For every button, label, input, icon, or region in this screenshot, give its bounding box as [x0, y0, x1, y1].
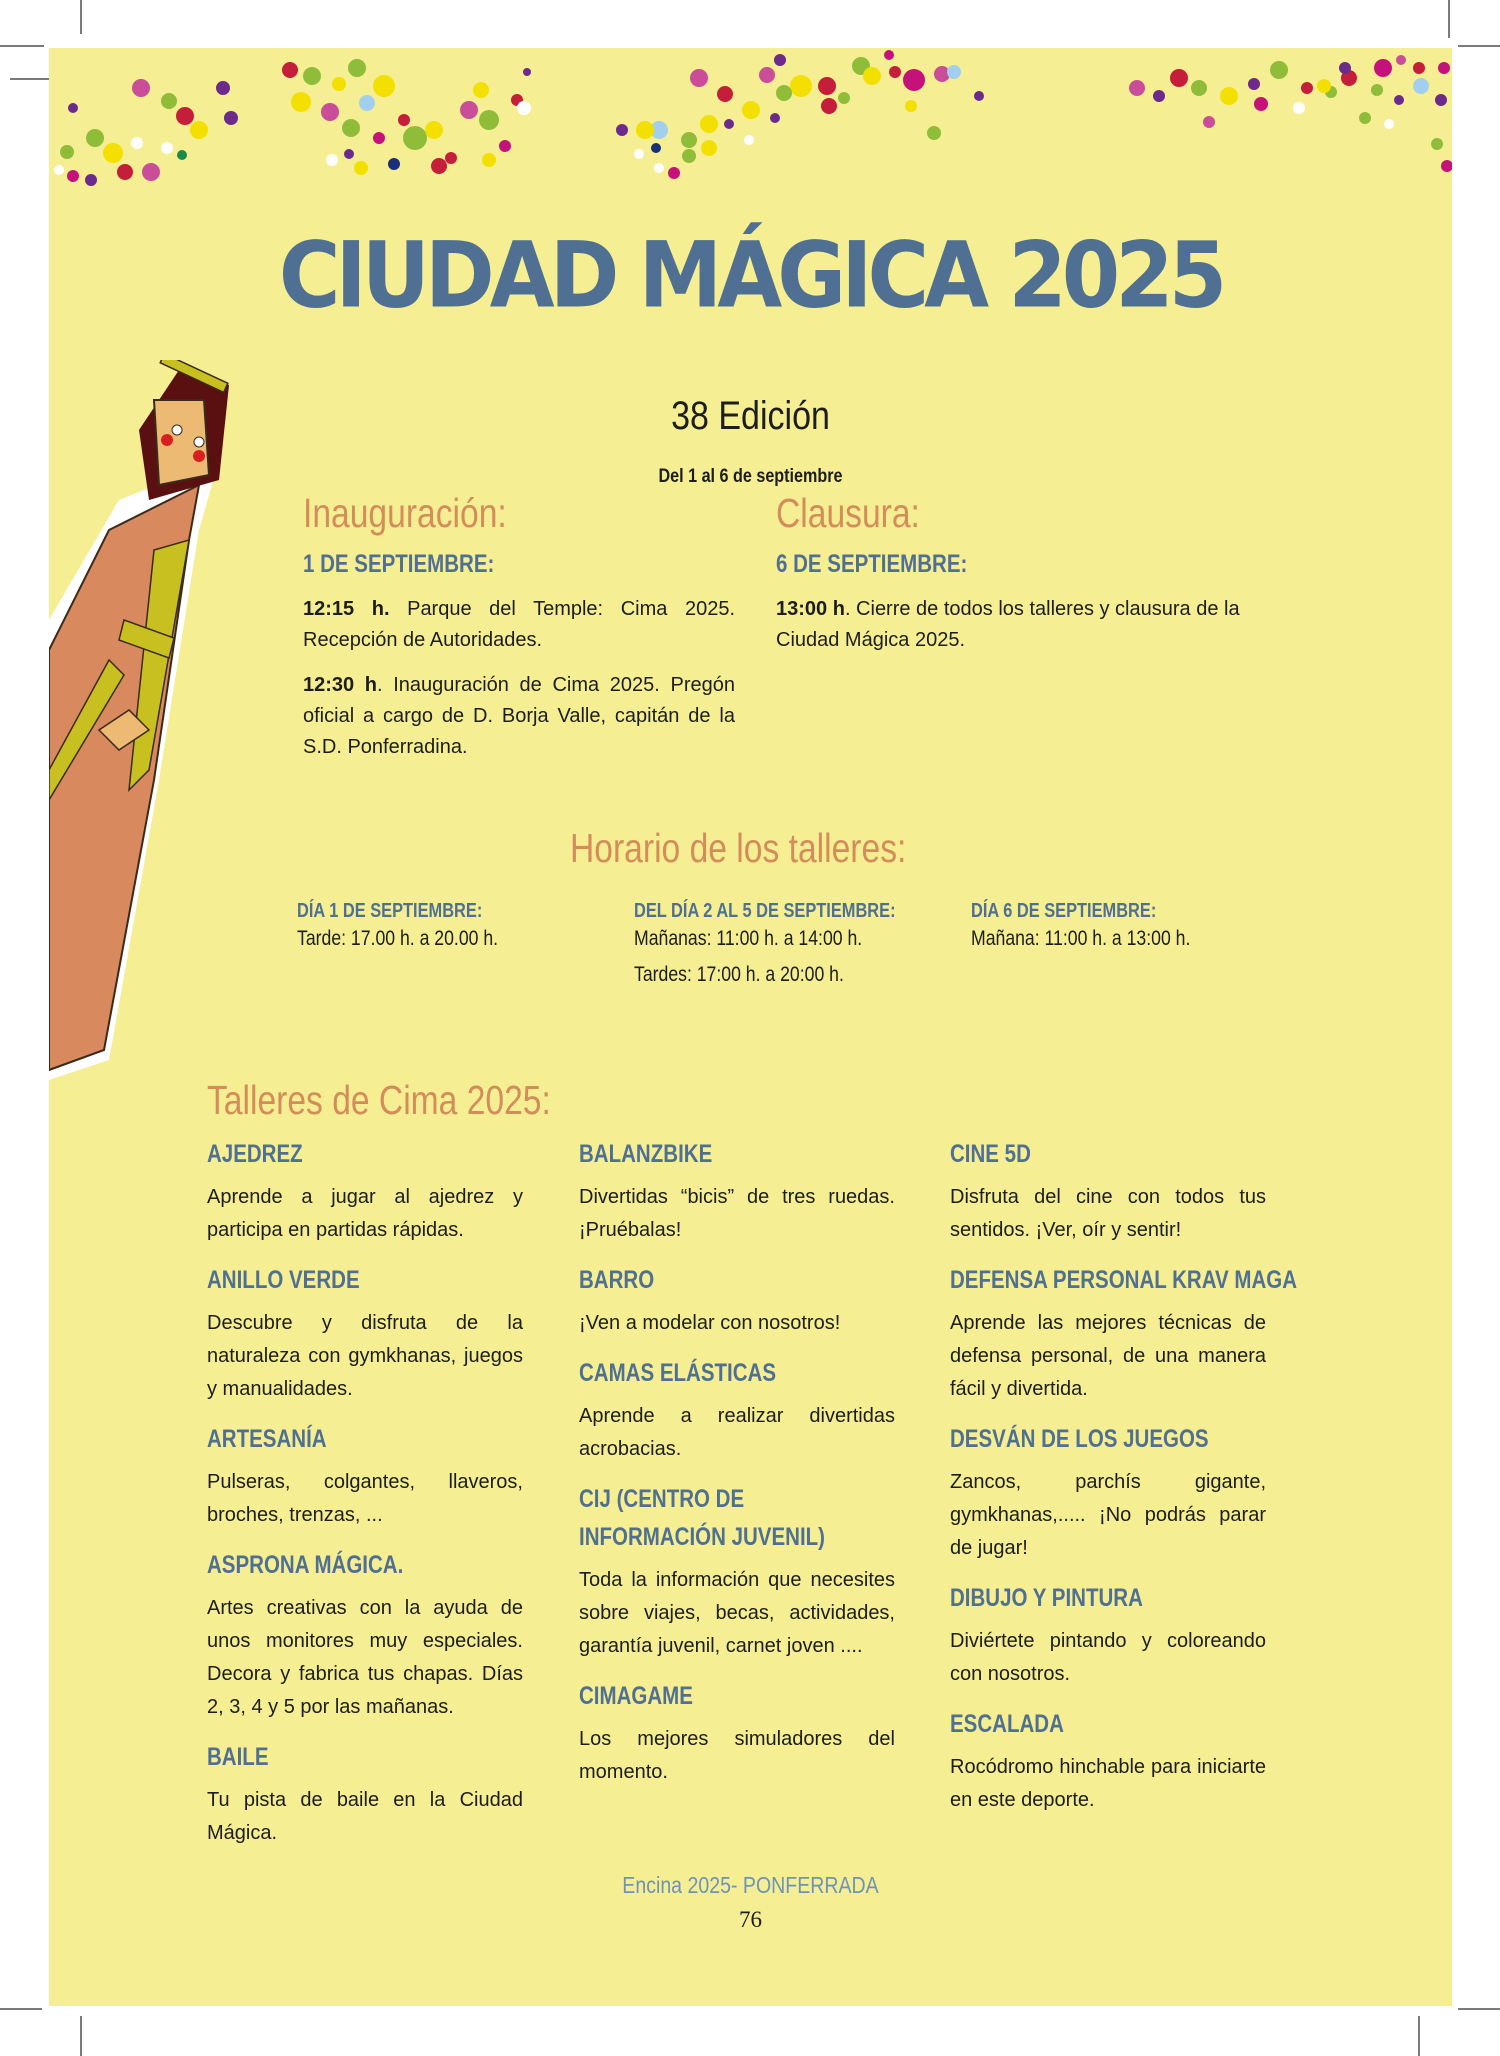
workshop-description: Zancos, parchís gigante, gymkhanas,..... ¡No podrás parar de jugar! — [950, 1471, 1266, 1559]
schedule-time: Tarde: 17.00 h. a 20.00 h. — [297, 927, 499, 950]
event-item — [303, 670, 735, 763]
page — [49, 48, 1452, 2006]
workshop-column — [579, 1121, 895, 1789]
event-item — [303, 594, 735, 656]
workshop-description: ¡Ven a modelar con nosotros! — [579, 1312, 841, 1334]
schedule-column — [634, 898, 953, 990]
workshop-description: Aprende las mejores técnicas de defensa personal, de una manera fácil y divertida. — [950, 1312, 1266, 1400]
inauguration-section — [303, 488, 735, 763]
schedule-column — [297, 898, 536, 954]
workshop-title: ARTESANÍA — [207, 1425, 327, 1453]
workshop-item — [207, 1135, 523, 1247]
workshop-item — [579, 1480, 895, 1663]
workshop-title: BAILE — [207, 1743, 269, 1771]
workshop-item — [579, 1261, 895, 1340]
workshop-title: ASPRONA MÁGICA. — [207, 1551, 404, 1579]
event-item — [776, 594, 1296, 656]
workshop-title: ANILLO VERDE — [207, 1266, 360, 1294]
schedule-time: Mañana: 11:00 h. a 13:00 h. — [971, 927, 1191, 950]
workshop-title: CINE 5D — [950, 1140, 1031, 1168]
workshops-heading: Talleres de Cima 2025: — [207, 1077, 551, 1123]
workshop-item — [579, 1135, 895, 1247]
closing-section — [776, 488, 1296, 656]
workshop-title: CIMAGAME — [579, 1682, 693, 1710]
event-text: . Inauguración de Cima 2025. Pregón oficial a cargo de D. Borja Valle, capitán de la S.D. Ponferradina. — [303, 674, 735, 758]
inauguration-heading: Inauguración: — [303, 490, 507, 536]
workshop-column — [207, 1121, 523, 1850]
workshop-description: Disfruta del cine con todos tus sentidos. ¡Ver, oír y sentir! — [950, 1186, 1266, 1241]
workshop-item — [207, 1546, 523, 1724]
event-dates: Del 1 al 6 de septiembre — [658, 466, 843, 487]
schedule-time: Mañanas: 11:00 h. a 14:00 h. — [634, 927, 863, 950]
workshop-description: Descubre y disfruta de la naturaleza con gymkhanas, juegos y manualidades. — [207, 1312, 523, 1400]
edition-label: 38 Edición — [671, 394, 830, 438]
workshop-item — [579, 1354, 895, 1466]
workshop-item — [950, 1261, 1298, 1406]
workshop-column — [950, 1121, 1298, 1817]
event-text: Parque del Temple: Cima 2025. Recepción de Autoridades. — [303, 598, 735, 651]
workshop-item — [950, 1135, 1266, 1247]
crop-mark — [0, 2008, 42, 2010]
schedule-heading: Horario de los talleres: — [570, 825, 907, 871]
workshop-title: DEFENSA PERSONAL KRAV MAGA — [950, 1266, 1298, 1294]
workshop-item — [950, 1705, 1266, 1817]
workshop-description: Artes creativas con la ayuda de unos monitores muy especiales. Decora y fabrica tus chapas. Días 2, 3, 4 y 5 por las mañanas. — [207, 1597, 523, 1718]
schedule-day-label: DÍA 6 DE SEPTIEMBRE: — [971, 900, 1157, 922]
workshop-item — [207, 1261, 523, 1406]
crop-mark — [0, 45, 44, 47]
workshop-title: ESCALADA — [950, 1710, 1064, 1738]
workshop-description: Los mejores simuladores del momento. — [579, 1728, 895, 1783]
workshop-title: AJEDREZ — [207, 1140, 303, 1168]
crop-mark — [1448, 0, 1450, 38]
workshop-description: Rocódromo hinchable para iniciarte en este deporte. — [950, 1756, 1266, 1811]
workshop-description: Tu pista de baile en la Ciudad Mágica. — [207, 1789, 523, 1844]
workshop-description: Toda la información que necesites sobre viajes, becas, actividades, garantía juvenil, carnet joven .... — [579, 1569, 895, 1657]
schedule-day-label: DÍA 1 DE SEPTIEMBRE: — [297, 900, 483, 922]
workshop-description: Aprende a jugar al ajedrez y participa en partidas rápidas. — [207, 1186, 523, 1241]
crop-mark — [1418, 2016, 1420, 2056]
workshop-item — [579, 1677, 895, 1789]
confetti-decoration — [49, 48, 1452, 198]
workshop-title: BALANZBIKE — [579, 1140, 713, 1168]
workshop-title: DESVÁN DE LOS JUEGOS — [950, 1425, 1209, 1453]
crop-mark — [1458, 45, 1500, 47]
schedule-column — [971, 898, 1232, 954]
workshop-item — [207, 1738, 523, 1850]
schedule-time: Tardes: 17:00 h. a 20:00 h. — [634, 963, 844, 986]
event-time: 12:30 h — [303, 674, 378, 696]
workshop-item — [950, 1420, 1266, 1565]
workshop-title: DIBUJO Y PINTURA — [950, 1584, 1143, 1612]
workshop-description: Pulseras, colgantes, llaveros, broches, trenzas, ... — [207, 1471, 523, 1526]
page-title: CIUDAD MÁGICA 2025 — [278, 222, 1223, 328]
event-text: . Cierre de todos los talleres y clausura de la Ciudad Mágica 2025. — [776, 598, 1240, 651]
crop-mark — [10, 78, 50, 80]
workshop-item — [207, 1420, 523, 1532]
event-time: 12:15 h. — [303, 598, 390, 620]
workshop-title: CIJ (CENTRO DE INFORMACIÓN JUVENIL) — [579, 1485, 825, 1551]
workshop-title: CAMAS ELÁSTICAS — [579, 1359, 777, 1387]
crop-mark — [80, 0, 82, 34]
closing-date: 6 DE SEPTIEMBRE: — [776, 550, 968, 578]
crop-mark — [80, 2016, 82, 2056]
workshop-description: Aprende a realizar divertidas acrobacias. — [579, 1405, 895, 1460]
workshop-description: Diviértete pintando y coloreando con nosotros. — [950, 1630, 1266, 1685]
schedule-day-label: DEL DÍA 2 AL 5 DE SEPTIEMBRE: — [634, 900, 896, 922]
page-number: 76 — [739, 1907, 762, 1932]
workshop-description: Divertidas “bicis” de tres ruedas. ¡Pruébalas! — [579, 1186, 895, 1241]
footer-organization: Encina 2025- PONFERRADA — [622, 1872, 879, 1898]
workshop-title: BARRO — [579, 1266, 655, 1294]
event-time: 13:00 h — [776, 598, 845, 620]
workshop-item — [950, 1579, 1266, 1691]
closing-heading: Clausura: — [776, 490, 920, 536]
inauguration-date: 1 DE SEPTIEMBRE: — [303, 550, 495, 578]
crop-mark — [1458, 2008, 1500, 2010]
